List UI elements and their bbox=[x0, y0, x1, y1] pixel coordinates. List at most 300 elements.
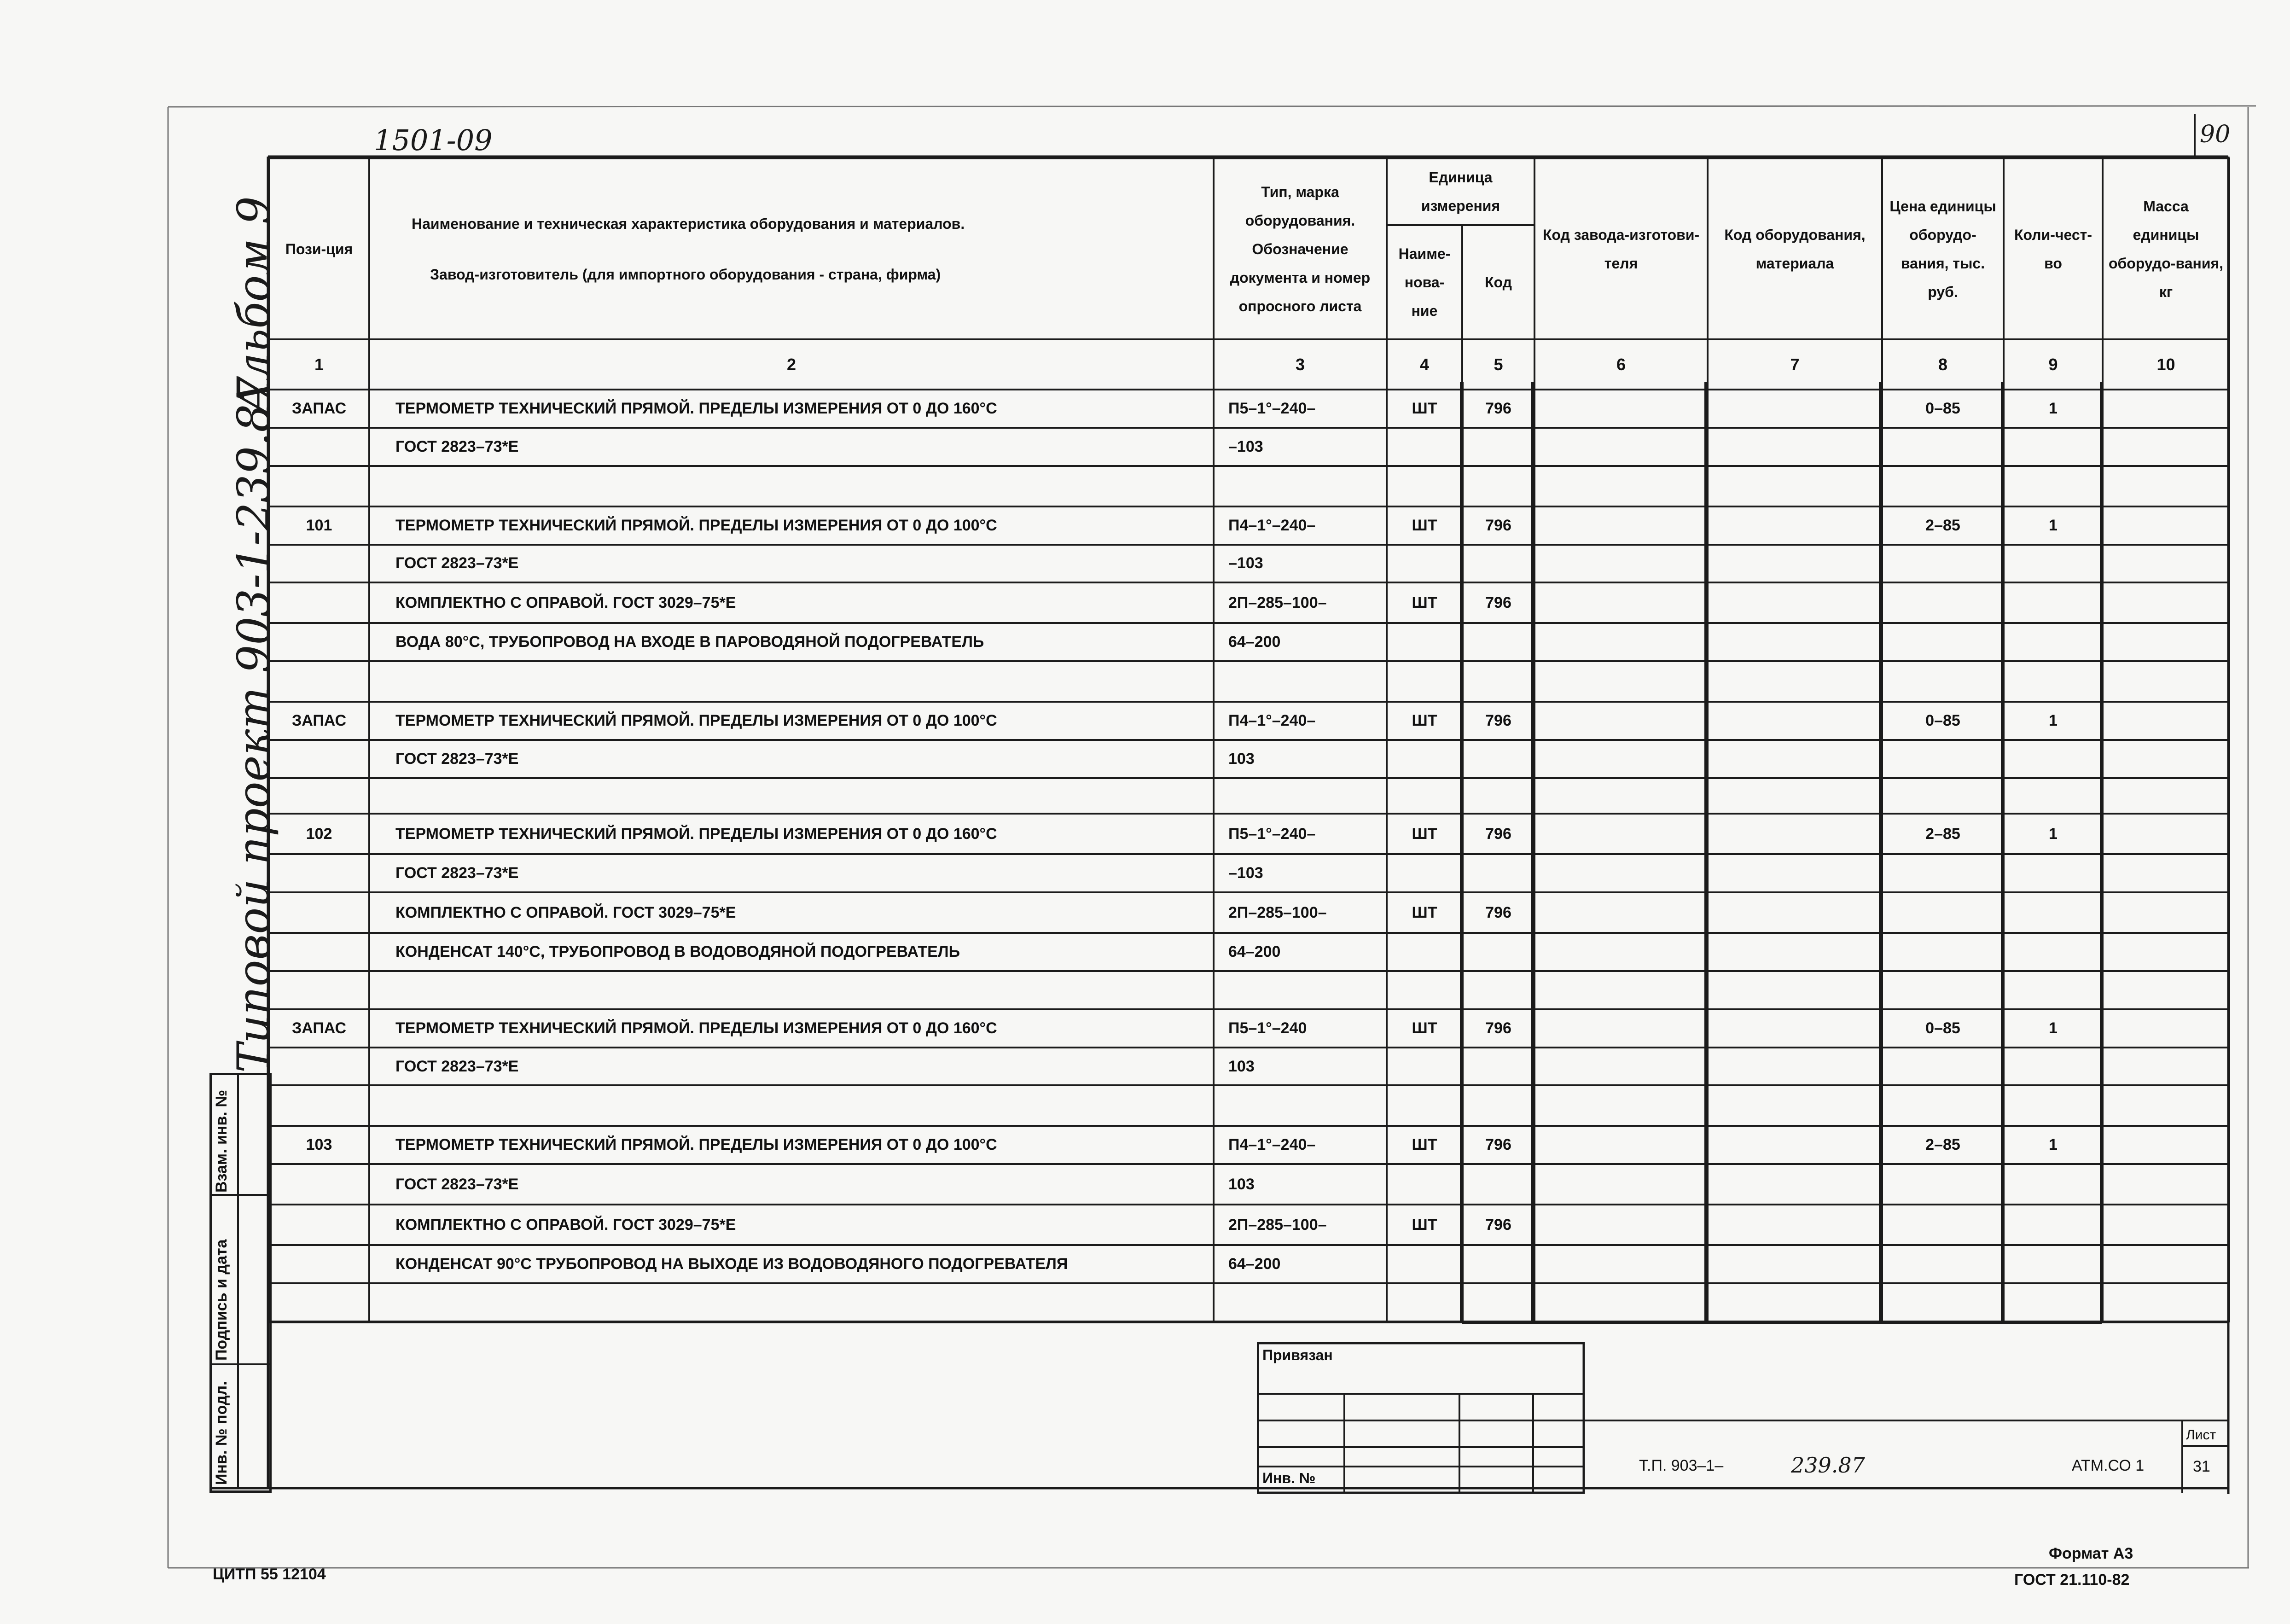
table-row bbox=[269, 1085, 2229, 1126]
cell-quantity bbox=[2004, 1205, 2103, 1245]
cell-unit-name bbox=[1387, 1245, 1462, 1283]
cell-unit-code: 796 bbox=[1462, 1205, 1534, 1245]
cell-quantity bbox=[2004, 1164, 2103, 1205]
cell-mass bbox=[2103, 1205, 2229, 1245]
cell-unit-name bbox=[1387, 971, 1462, 1009]
cell-name bbox=[369, 1283, 1214, 1321]
cell-factory-code bbox=[1534, 1009, 1708, 1048]
header-unit: Единица измерения bbox=[1387, 158, 1534, 225]
stamp-doc-code-number: 239.87 bbox=[1791, 1453, 1865, 1478]
cell-factory-code bbox=[1534, 702, 1708, 740]
stamp-sheet-label: Лист bbox=[2186, 1427, 2216, 1443]
cell-unit-name bbox=[1387, 778, 1462, 814]
cell-factory-code bbox=[1534, 582, 1708, 623]
cell-price bbox=[1882, 854, 2004, 892]
cell-unit-code bbox=[1462, 933, 1534, 971]
cell-type bbox=[1214, 1283, 1387, 1321]
cell-price bbox=[1882, 428, 2004, 466]
cell-mass bbox=[2103, 702, 2229, 740]
cell-name bbox=[369, 971, 1214, 1009]
stamp-label-vzam: Взам. инв. № bbox=[213, 1089, 230, 1193]
cell-name: ТЕРМОМЕТР ТЕХНИЧЕСКИЙ ПРЯМОЙ. ПРЕДЕЛЫ ИЗМЕРЕНИЯ ОТ 0 ДО 160°С bbox=[369, 1009, 1214, 1048]
cell-type: 103 bbox=[1214, 740, 1387, 778]
cell-equipment-code bbox=[1708, 506, 1882, 545]
cell-unit-name: ШТ bbox=[1387, 1009, 1462, 1048]
cell-unit-name bbox=[1387, 740, 1462, 778]
cell-equipment-code bbox=[1708, 1283, 1882, 1321]
cell-unit-name bbox=[1387, 933, 1462, 971]
cell-unit-name bbox=[1387, 623, 1462, 661]
cell-type: П5–1°–240– bbox=[1214, 814, 1387, 854]
cell-type: –103 bbox=[1214, 428, 1387, 466]
cell-quantity bbox=[2004, 582, 2103, 623]
cell-quantity bbox=[2004, 1085, 2103, 1126]
cell-type bbox=[1214, 971, 1387, 1009]
table-row bbox=[269, 740, 2229, 778]
cell-equipment-code bbox=[1708, 466, 1882, 506]
col-number: 4 bbox=[1387, 339, 1462, 390]
cell-type: П4–1°–240– bbox=[1214, 702, 1387, 740]
cell-mass bbox=[2103, 1126, 2229, 1164]
cell-type: 103 bbox=[1214, 1164, 1387, 1205]
cell-type bbox=[1214, 661, 1387, 702]
header-position: Пози-ция bbox=[269, 158, 369, 339]
cell-factory-code bbox=[1534, 778, 1708, 814]
cell-equipment-code bbox=[1708, 892, 1882, 933]
col-number: 9 bbox=[2004, 339, 2103, 390]
cell-type: 2П–285–100– bbox=[1214, 582, 1387, 623]
cell-unit-code bbox=[1462, 1283, 1534, 1321]
cell-unit-code: 796 bbox=[1462, 702, 1534, 740]
cell-equipment-code bbox=[1708, 390, 1882, 428]
cell-unit-code: 796 bbox=[1462, 582, 1534, 623]
cell-equipment-code bbox=[1708, 1205, 1882, 1245]
cell-mass bbox=[2103, 582, 2229, 623]
cell-mass bbox=[2103, 1164, 2229, 1205]
cell-name: ТЕРМОМЕТР ТЕХНИЧЕСКИЙ ПРЯМОЙ. ПРЕДЕЛЫ ИЗМЕРЕНИЯ ОТ 0 ДО 160°С bbox=[369, 814, 1214, 854]
cell-type: 2П–285–100– bbox=[1214, 892, 1387, 933]
table-row bbox=[269, 1164, 2229, 1205]
cell-factory-code bbox=[1534, 506, 1708, 545]
cell-name bbox=[369, 1085, 1214, 1126]
table-row bbox=[269, 702, 2229, 740]
stamp-inv-no: Инв. № bbox=[1262, 1470, 1316, 1486]
cell-mass bbox=[2103, 466, 2229, 506]
cell-equipment-code bbox=[1708, 623, 1882, 661]
cell-name: ВОДА 80°С, ТРУБОПРОВОД НА ВХОДЕ В ПАРОВОДЯНОЙ ПОДОГРЕВАТЕЛЬ bbox=[369, 623, 1214, 661]
cell-position bbox=[269, 1245, 369, 1283]
cell-position bbox=[269, 1085, 369, 1126]
cell-mass bbox=[2103, 778, 2229, 814]
cell-name: ГОСТ 2823–73*Е bbox=[369, 854, 1214, 892]
col-number: 1 bbox=[269, 339, 369, 390]
cell-name: ГОСТ 2823–73*Е bbox=[369, 1048, 1214, 1086]
cell-quantity bbox=[2004, 854, 2103, 892]
cell-unit-name bbox=[1387, 1085, 1462, 1126]
cell-unit-name: ШТ bbox=[1387, 702, 1462, 740]
cell-unit-code bbox=[1462, 545, 1534, 583]
cell-type: 64–200 bbox=[1214, 1245, 1387, 1283]
cell-type: П4–1°–240– bbox=[1214, 1126, 1387, 1164]
table-row bbox=[269, 545, 2229, 583]
cell-unit-name: ШТ bbox=[1387, 814, 1462, 854]
cell-mass bbox=[2103, 933, 2229, 971]
table-row bbox=[269, 623, 2229, 661]
stamp-sheet-number: 31 bbox=[2193, 1458, 2210, 1475]
cell-unit-code: 796 bbox=[1462, 892, 1534, 933]
cell-unit-name bbox=[1387, 428, 1462, 466]
cell-name: ГОСТ 2823–73*Е bbox=[369, 428, 1214, 466]
cell-equipment-code bbox=[1708, 1085, 1882, 1126]
cell-mass bbox=[2103, 814, 2229, 854]
cell-name: ГОСТ 2823–73*Е bbox=[369, 545, 1214, 583]
cell-equipment-code bbox=[1708, 740, 1882, 778]
header-name-line2: Завод-изготовитель (для импортного оборудования - страна, фирма) bbox=[430, 266, 941, 283]
cell-equipment-code bbox=[1708, 661, 1882, 702]
table-row bbox=[269, 506, 2229, 545]
cell-equipment-code bbox=[1708, 1245, 1882, 1283]
cell-factory-code bbox=[1534, 1205, 1708, 1245]
cell-mass bbox=[2103, 661, 2229, 702]
specification-table bbox=[268, 157, 2230, 1322]
cell-quantity: 1 bbox=[2004, 814, 2103, 854]
cell-price bbox=[1882, 1283, 2004, 1321]
cell-name: ТЕРМОМЕТР ТЕХНИЧЕСКИЙ ПРЯМОЙ. ПРЕДЕЛЫ ИЗМЕРЕНИЯ ОТ 0 ДО 100°С bbox=[369, 506, 1214, 545]
cell-factory-code bbox=[1534, 933, 1708, 971]
cell-unit-code bbox=[1462, 1048, 1534, 1086]
cell-position bbox=[269, 933, 369, 971]
cell-position bbox=[269, 892, 369, 933]
cell-type bbox=[1214, 466, 1387, 506]
cell-quantity bbox=[2004, 971, 2103, 1009]
cell-price bbox=[1882, 623, 2004, 661]
footer-gost: ГОСТ 21.110-82 bbox=[2014, 1571, 2130, 1589]
cell-name: ТЕРМОМЕТР ТЕХНИЧЕСКИЙ ПРЯМОЙ. ПРЕДЕЛЫ ИЗМЕРЕНИЯ ОТ 0 ДО 100°С bbox=[369, 702, 1214, 740]
cell-factory-code bbox=[1534, 428, 1708, 466]
cell-price bbox=[1882, 1205, 2004, 1245]
cell-equipment-code bbox=[1708, 854, 1882, 892]
cell-unit-code bbox=[1462, 1245, 1534, 1283]
cell-position bbox=[269, 545, 369, 583]
cell-factory-code bbox=[1534, 892, 1708, 933]
cell-equipment-code bbox=[1708, 1126, 1882, 1164]
cell-price: 0–85 bbox=[1882, 1009, 2004, 1048]
cell-name: КОМПЛЕКТНО С ОПРАВОЙ. ГОСТ 3029–75*Е bbox=[369, 892, 1214, 933]
cell-unit-name: ШТ bbox=[1387, 892, 1462, 933]
cell-unit-name: ШТ bbox=[1387, 1205, 1462, 1245]
cell-mass bbox=[2103, 428, 2229, 466]
cell-price: 2–85 bbox=[1882, 506, 2004, 545]
table-row bbox=[269, 582, 2229, 623]
cell-factory-code bbox=[1534, 814, 1708, 854]
table-row bbox=[269, 778, 2229, 814]
cell-unit-code bbox=[1462, 466, 1534, 506]
cell-unit-name: ШТ bbox=[1387, 1126, 1462, 1164]
stamp-privyazan: Привязан bbox=[1262, 1347, 1333, 1363]
cell-mass bbox=[2103, 1245, 2229, 1283]
cell-price bbox=[1882, 545, 2004, 583]
table-row bbox=[269, 1283, 2229, 1321]
cell-equipment-code bbox=[1708, 545, 1882, 583]
cell-quantity bbox=[2004, 545, 2103, 583]
cell-unit-code: 796 bbox=[1462, 1009, 1534, 1048]
table-row bbox=[269, 854, 2229, 892]
cell-type: П5–1°–240 bbox=[1214, 1009, 1387, 1048]
cell-position bbox=[269, 623, 369, 661]
cell-quantity bbox=[2004, 1245, 2103, 1283]
header-price: Цена единицы оборудо-вания, тыс. руб. bbox=[1882, 158, 2004, 339]
cell-factory-code bbox=[1534, 1283, 1708, 1321]
header-equipment-code: Код оборудования, материала bbox=[1708, 158, 1882, 339]
table-row bbox=[269, 466, 2229, 506]
cell-price bbox=[1882, 778, 2004, 814]
cell-unit-name: ШТ bbox=[1387, 506, 1462, 545]
cell-quantity bbox=[2004, 892, 2103, 933]
cell-unit-code bbox=[1462, 740, 1534, 778]
cell-position: ЗАПАС bbox=[269, 390, 369, 428]
cell-name: КОНДЕНСАТ 90°С ТРУБОПРОВОД НА ВЫХОДЕ ИЗ ВОДОВОДЯНОГО ПОДОГРЕВАТЕЛЯ bbox=[369, 1245, 1214, 1283]
cell-position bbox=[269, 778, 369, 814]
header-type: Тип, марка оборудования. Обозначение документа и номер опросного листа bbox=[1214, 158, 1387, 339]
cell-factory-code bbox=[1534, 545, 1708, 583]
header-factory-code: Код завода-изготови-теля bbox=[1534, 158, 1708, 339]
cell-mass bbox=[2103, 623, 2229, 661]
cell-equipment-code bbox=[1708, 582, 1882, 623]
cell-position bbox=[269, 854, 369, 892]
cell-unit-code: 796 bbox=[1462, 506, 1534, 545]
cell-equipment-code bbox=[1708, 1009, 1882, 1048]
cell-position bbox=[269, 428, 369, 466]
cell-unit-name bbox=[1387, 1283, 1462, 1321]
cell-price bbox=[1882, 1085, 2004, 1126]
cell-equipment-code bbox=[1708, 1048, 1882, 1086]
cell-factory-code bbox=[1534, 466, 1708, 506]
footer-cipp: ЦИТП 55 12104 bbox=[213, 1566, 326, 1583]
cell-factory-code bbox=[1534, 1164, 1708, 1205]
cell-factory-code bbox=[1534, 1245, 1708, 1283]
cell-equipment-code bbox=[1708, 1164, 1882, 1205]
col-number: 6 bbox=[1534, 339, 1708, 390]
table-row bbox=[269, 1126, 2229, 1164]
cell-price bbox=[1882, 971, 2004, 1009]
cell-name: КОНДЕНСАТ 140°С, ТРУБОПРОВОД В ВОДОВОДЯНОЙ ПОДОГРЕВАТЕЛЬ bbox=[369, 933, 1214, 971]
cell-equipment-code bbox=[1708, 933, 1882, 971]
cell-position bbox=[269, 466, 369, 506]
cell-position bbox=[269, 1048, 369, 1086]
cell-mass bbox=[2103, 1283, 2229, 1321]
header-mass: Масса единицы оборудо-вания, кг bbox=[2103, 158, 2229, 339]
cell-unit-name bbox=[1387, 466, 1462, 506]
cell-name bbox=[369, 466, 1214, 506]
cell-type: П4–1°–240– bbox=[1214, 506, 1387, 545]
stamp-mark: АТМ.СО 1 bbox=[2072, 1457, 2145, 1474]
cell-quantity: 1 bbox=[2004, 702, 2103, 740]
cell-price: 2–85 bbox=[1882, 1126, 2004, 1164]
cell-mass bbox=[2103, 1085, 2229, 1126]
cell-quantity bbox=[2004, 778, 2103, 814]
header-name bbox=[369, 158, 1214, 339]
header-unit-code: Код bbox=[1462, 225, 1534, 339]
header-quantity: Коли-чест-во bbox=[2004, 158, 2103, 339]
cell-quantity bbox=[2004, 623, 2103, 661]
cell-mass bbox=[2103, 892, 2229, 933]
cell-mass bbox=[2103, 971, 2229, 1009]
cell-equipment-code bbox=[1708, 971, 1882, 1009]
cell-position bbox=[269, 582, 369, 623]
cell-factory-code bbox=[1534, 1126, 1708, 1164]
cell-type bbox=[1214, 1085, 1387, 1126]
cell-unit-name bbox=[1387, 854, 1462, 892]
cell-position: 101 bbox=[269, 506, 369, 545]
cell-unit-name bbox=[1387, 1164, 1462, 1205]
table-row bbox=[269, 971, 2229, 1009]
header-unit-name: Наиме-нова-ние bbox=[1387, 225, 1462, 339]
cell-price bbox=[1882, 933, 2004, 971]
stamp-label-podpis: Подпись и дата bbox=[213, 1239, 230, 1361]
stamp-label-inv: Инв. № подл. bbox=[213, 1381, 230, 1485]
table-row bbox=[269, 892, 2229, 933]
cell-factory-code bbox=[1534, 623, 1708, 661]
cell-unit-code: 796 bbox=[1462, 814, 1534, 854]
cell-type: –103 bbox=[1214, 854, 1387, 892]
cell-quantity: 1 bbox=[2004, 506, 2103, 545]
cell-unit-code bbox=[1462, 623, 1534, 661]
cell-type: 2П–285–100– bbox=[1214, 1205, 1387, 1245]
cell-position bbox=[269, 740, 369, 778]
cell-position bbox=[269, 1283, 369, 1321]
col-number: 7 bbox=[1708, 339, 1882, 390]
cell-equipment-code bbox=[1708, 814, 1882, 854]
cell-factory-code bbox=[1534, 1048, 1708, 1086]
col-number: 5 bbox=[1462, 339, 1534, 390]
table-row bbox=[269, 661, 2229, 702]
cell-factory-code bbox=[1534, 854, 1708, 892]
cell-mass bbox=[2103, 1048, 2229, 1086]
cell-type: 103 bbox=[1214, 1048, 1387, 1086]
cell-mass bbox=[2103, 854, 2229, 892]
cell-unit-code bbox=[1462, 1164, 1534, 1205]
cell-mass bbox=[2103, 1009, 2229, 1048]
cell-unit-name bbox=[1387, 661, 1462, 702]
cell-mass bbox=[2103, 740, 2229, 778]
cell-price bbox=[1882, 1245, 2004, 1283]
cell-mass bbox=[2103, 506, 2229, 545]
cell-position bbox=[269, 1205, 369, 1245]
cell-unit-name bbox=[1387, 545, 1462, 583]
cell-type bbox=[1214, 778, 1387, 814]
cell-name bbox=[369, 661, 1214, 702]
cell-quantity bbox=[2004, 428, 2103, 466]
cell-factory-code bbox=[1534, 1085, 1708, 1126]
cell-price bbox=[1882, 740, 2004, 778]
cell-type: 64–200 bbox=[1214, 623, 1387, 661]
cell-name: ТЕРМОМЕТР ТЕХНИЧЕСКИЙ ПРЯМОЙ. ПРЕДЕЛЫ ИЗМЕРЕНИЯ ОТ 0 ДО 160°С bbox=[369, 390, 1214, 428]
cell-mass bbox=[2103, 545, 2229, 583]
footer-format: Формат А3 bbox=[2049, 1545, 2133, 1562]
cell-position: 102 bbox=[269, 814, 369, 854]
cell-name: КОМПЛЕКТНО С ОПРАВОЙ. ГОСТ 3029–75*Е bbox=[369, 582, 1214, 623]
cell-factory-code bbox=[1534, 390, 1708, 428]
cell-quantity bbox=[2004, 933, 2103, 971]
col-number: 8 bbox=[1882, 339, 2004, 390]
side-project-title: Типовой проект 903-1-239.87 bbox=[228, 376, 279, 1073]
cell-quantity bbox=[2004, 1048, 2103, 1086]
stamp-doc-code-prefix: Т.П. 903–1– bbox=[1639, 1457, 1724, 1474]
cell-quantity: 1 bbox=[2004, 1126, 2103, 1164]
sheet-corner-number: 90 bbox=[2200, 121, 2231, 148]
side-album-title: Альбом 9 bbox=[228, 196, 279, 414]
cell-name bbox=[369, 778, 1214, 814]
cell-factory-code bbox=[1534, 971, 1708, 1009]
cell-equipment-code bbox=[1708, 702, 1882, 740]
cell-price bbox=[1882, 582, 2004, 623]
cell-quantity bbox=[2004, 466, 2103, 506]
cell-position: ЗАПАС bbox=[269, 702, 369, 740]
cell-position: 103 bbox=[269, 1126, 369, 1164]
cell-unit-code bbox=[1462, 854, 1534, 892]
cell-unit-code bbox=[1462, 971, 1534, 1009]
album-number: 1501-09 bbox=[374, 123, 493, 157]
column-numbers-row bbox=[269, 339, 2229, 390]
cell-name: ГОСТ 2823–73*Е bbox=[369, 740, 1214, 778]
cell-mass bbox=[2103, 390, 2229, 428]
cell-name: КОМПЛЕКТНО С ОПРАВОЙ. ГОСТ 3029–75*Е bbox=[369, 1205, 1214, 1245]
cell-position bbox=[269, 1164, 369, 1205]
cell-type: П5–1°–240– bbox=[1214, 390, 1387, 428]
table-row bbox=[269, 390, 2229, 428]
cell-price bbox=[1882, 1164, 2004, 1205]
cell-price bbox=[1882, 466, 2004, 506]
col-number: 10 bbox=[2103, 339, 2229, 390]
cell-unit-code bbox=[1462, 428, 1534, 466]
cell-unit-name: ШТ bbox=[1387, 582, 1462, 623]
cell-factory-code bbox=[1534, 740, 1708, 778]
cell-price bbox=[1882, 1048, 2004, 1086]
cell-unit-name bbox=[1387, 1048, 1462, 1086]
col-number: 2 bbox=[369, 339, 1214, 390]
header-name-line1: Наименование и техническая характеристика оборудования и материалов. bbox=[412, 215, 965, 232]
cell-unit-code bbox=[1462, 661, 1534, 702]
table-row bbox=[269, 1245, 2229, 1283]
cell-quantity: 1 bbox=[2004, 1009, 2103, 1048]
table-row bbox=[269, 814, 2229, 854]
table-row bbox=[269, 1048, 2229, 1086]
cell-price: 0–85 bbox=[1882, 702, 2004, 740]
cell-price bbox=[1882, 661, 2004, 702]
cell-factory-code bbox=[1534, 661, 1708, 702]
cell-quantity: 1 bbox=[2004, 390, 2103, 428]
cell-name: ТЕРМОМЕТР ТЕХНИЧЕСКИЙ ПРЯМОЙ. ПРЕДЕЛЫ ИЗМЕРЕНИЯ ОТ 0 ДО 100°С bbox=[369, 1126, 1214, 1164]
specification-rows bbox=[269, 390, 2229, 1321]
cell-price bbox=[1882, 892, 2004, 933]
table-row bbox=[269, 1205, 2229, 1245]
cell-name: ГОСТ 2823–73*Е bbox=[369, 1164, 1214, 1205]
cell-unit-code bbox=[1462, 778, 1534, 814]
cell-position bbox=[269, 661, 369, 702]
cell-quantity bbox=[2004, 740, 2103, 778]
cell-price: 0–85 bbox=[1882, 390, 2004, 428]
cell-type: –103 bbox=[1214, 545, 1387, 583]
cell-quantity bbox=[2004, 1283, 2103, 1321]
col-number: 3 bbox=[1214, 339, 1387, 390]
cell-type: 64–200 bbox=[1214, 933, 1387, 971]
cell-unit-code: 796 bbox=[1462, 390, 1534, 428]
table-row bbox=[269, 1009, 2229, 1048]
cell-equipment-code bbox=[1708, 778, 1882, 814]
cell-unit-name: ШТ bbox=[1387, 390, 1462, 428]
table-row bbox=[269, 933, 2229, 971]
table-row bbox=[269, 428, 2229, 466]
